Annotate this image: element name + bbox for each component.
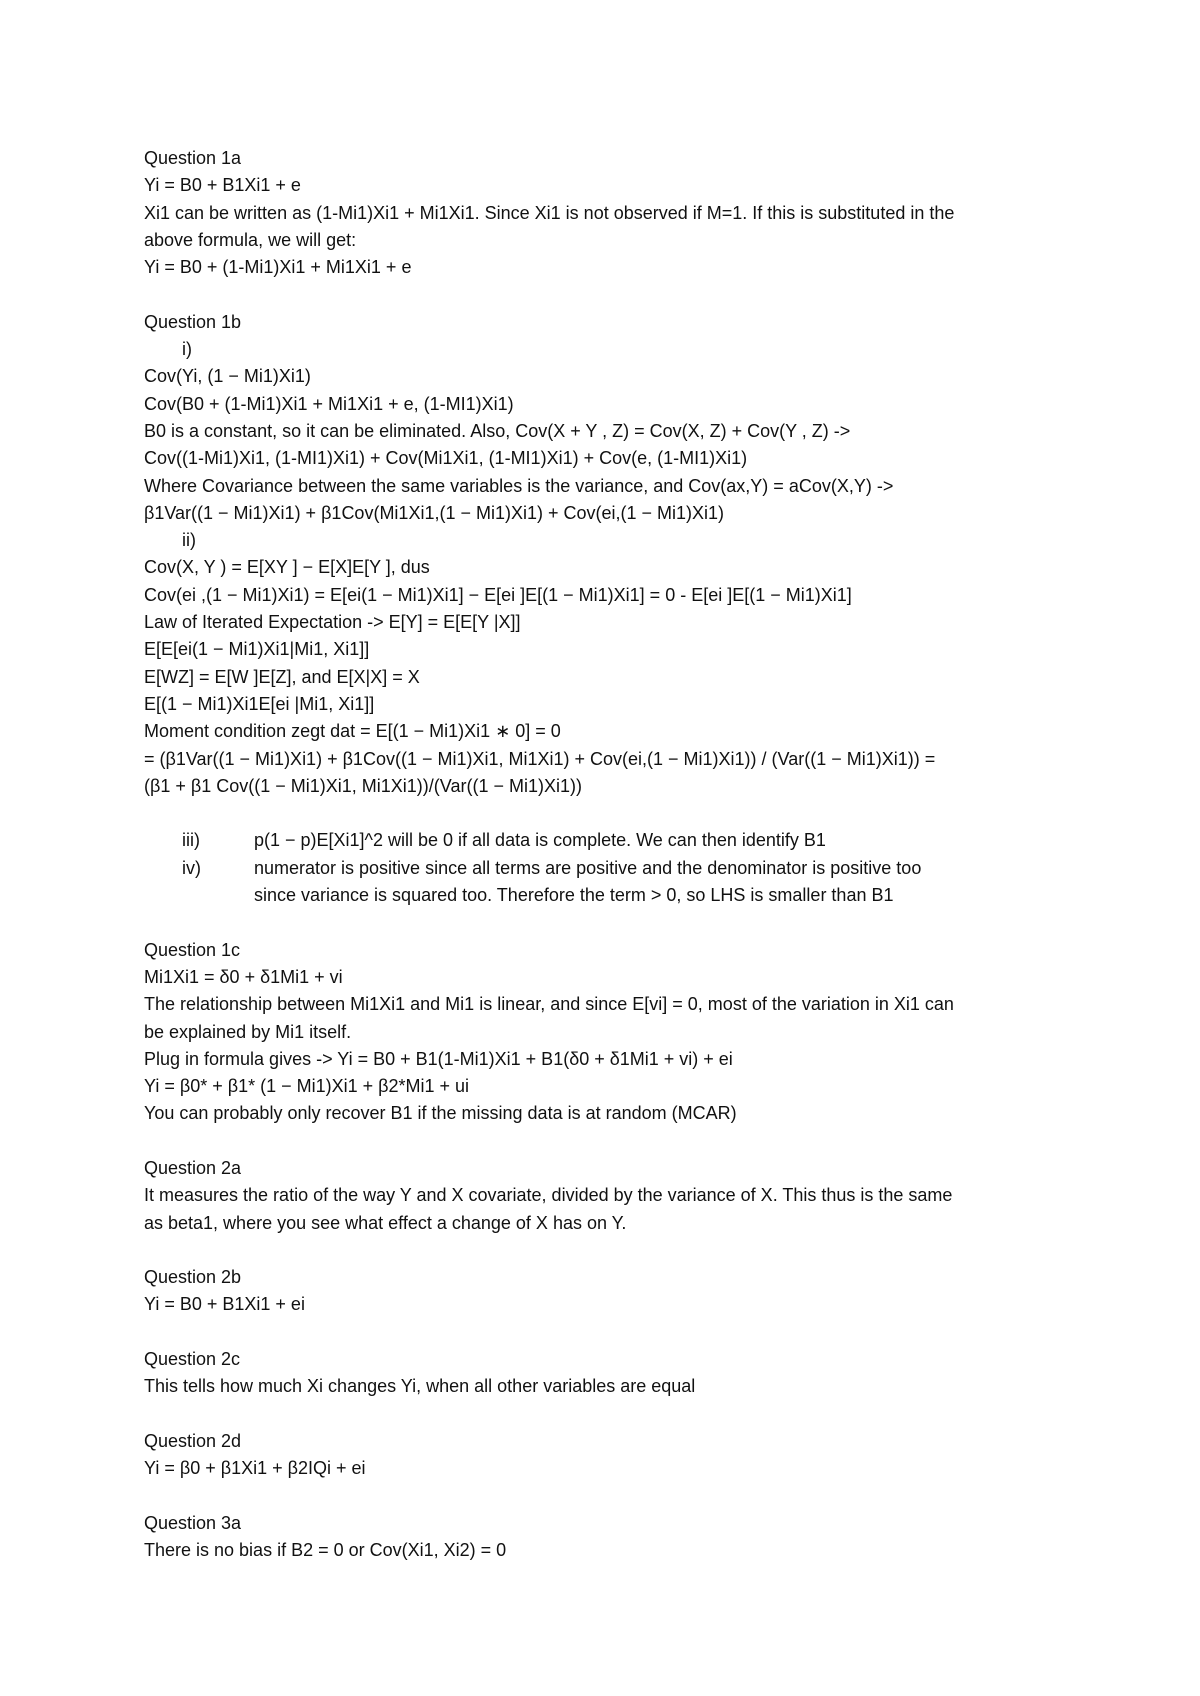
document-body	[144, 145, 1084, 1564]
text-line: Yi = B0 + (1-Mi1)Xi1 + Mi1Xi1 + e	[144, 257, 412, 278]
section-heading: Question 1a	[144, 148, 242, 168]
subpart-label: ii)	[182, 530, 196, 551]
section-heading: Question 2c	[144, 1349, 241, 1370]
list-text-line: numerator is positive since all terms are positive and the denominator is positive too	[254, 857, 922, 878]
section-heading: Question 1b	[144, 311, 242, 332]
section-heading: Question 1c	[144, 939, 241, 960]
text-line: Where Covariance between the same variables is the variance, and Cov(ax,Y) = aCov(X,Y) ->	[144, 475, 894, 496]
text-line: E[E[ei(1 − Mi1)Xi1|Mi1, Xi1]]	[144, 639, 370, 660]
text-line: Yi = B0 + B1Xi1 + e	[144, 175, 301, 196]
text-line: Cov(Yi, (1 − Mi1)Xi1)	[144, 366, 311, 387]
text-line: Moment condition zegt dat = E[(1 − Mi1)Xi1 ∗ 0] = 0	[144, 721, 561, 742]
list-text	[254, 855, 1084, 910]
spacer	[144, 1483, 1084, 1510]
spacer	[144, 1128, 1084, 1155]
section-heading: Question 2d	[144, 1430, 242, 1451]
list-number: iv)	[182, 857, 201, 878]
list-text-line: since variance is squared too. Therefore the term > 0, so LHS is smaller than B1	[254, 885, 894, 906]
text-line: You can probably only recover B1 if the missing data is at random (MCAR)	[144, 1103, 737, 1124]
text-line: Law of Iterated Expectation -> E[Y] = E[E[Y |X]]	[144, 612, 521, 633]
text-line: Yi = β0 + β1Xi1 + β2IQi + ei	[144, 1458, 366, 1479]
text-line: E[(1 − Mi1)Xi1E[ei |Mi1, Xi1]]	[144, 693, 375, 714]
subpart-label: i)	[182, 339, 192, 360]
text-line: (β1 + β1 Cov((1 − Mi1)Xi1, Mi1Xi1))/(Var((1 − Mi1)Xi1))	[144, 775, 582, 796]
text-line: Cov(X, Y ) = E[XY ] − E[X]E[Y ], dus	[144, 557, 430, 578]
text-line: β1Var((1 − Mi1)Xi1) + β1Cov(Mi1Xi1,(1 − Mi1)Xi1) + Cov(ei,(1 − Mi1)Xi1)	[144, 502, 725, 523]
text-line: Xi1 can be written as (1-Mi1)Xi1 + Mi1Xi1. Since Xi1 is not observed if M=1. If this is substituted in the	[144, 202, 955, 223]
text-line: Yi = β0* + β1* (1 − Mi1)Xi1 + β2*Mi1 + ui	[144, 1076, 470, 1097]
spacer	[144, 1401, 1084, 1428]
text-line: There is no bias if B2 = 0 or Cov(Xi1, Xi2) = 0	[144, 1540, 507, 1561]
list-number: iii)	[182, 830, 200, 851]
list-text: p(1 − p)E[Xi1]^2 will be 0 if all data is complete. We can then identify B1	[254, 830, 826, 851]
list-item	[144, 827, 1084, 854]
text-line: Mi1Xi1 = δ0 + δ1Mi1 + vi	[144, 966, 343, 987]
spacer	[144, 1319, 1084, 1346]
spacer	[144, 1237, 1084, 1264]
text-line: The relationship between Mi1Xi1 and Mi1 is linear, and since E[vi] = 0, most of the variation in Xi1 can	[144, 994, 954, 1015]
text-line: Cov((1-Mi1)Xi1, (1-MI1)Xi1) + Cov(Mi1Xi1, (1-MI1)Xi1) + Cov(e, (1-MI1)Xi1)	[144, 448, 748, 469]
spacer	[144, 281, 1084, 308]
section-heading: Question 2a	[144, 1157, 242, 1178]
text-line: above formula, we will get:	[144, 229, 357, 250]
section-heading: Question 3a	[144, 1512, 242, 1533]
text-line: be explained by Mi1 itself.	[144, 1021, 352, 1042]
spacer	[144, 909, 1084, 936]
text-line: Plug in formula gives -> Yi = B0 + B1(1-Mi1)Xi1 + B1(δ0 + δ1Mi1 + vi) + ei	[144, 1048, 733, 1069]
section-heading: Question 2b	[144, 1267, 242, 1288]
text-line: as beta1, where you see what effect a change of X has on Y.	[144, 1212, 627, 1233]
text-line: Yi = B0 + B1Xi1 + ei	[144, 1294, 305, 1315]
text-line: It measures the ratio of the way Y and X covariate, divided by the variance of X. This thus is the same	[144, 1185, 953, 1206]
text-line: Cov(ei ,(1 − Mi1)Xi1) = E[ei(1 − Mi1)Xi1] − E[ei ]E[(1 − Mi1)Xi1] = 0 - E[ei ]E[(1 − Mi1)Xi1]	[144, 584, 852, 605]
text-line: = (β1Var((1 − Mi1)Xi1) + β1Cov((1 − Mi1)Xi1, Mi1Xi1) + Cov(ei,(1 − Mi1)Xi1)) / (Var((1 − Mi1)Xi1)) =	[144, 748, 936, 769]
list-item	[144, 855, 1084, 910]
text-line: This tells how much Xi changes Yi, when all other variables are equal	[144, 1376, 696, 1397]
text-line: B0 is a constant, so it can be eliminated. Also, Cov(X + Y , Z) = Cov(X, Z) + Cov(Y , Z) ->	[144, 420, 851, 441]
spacer	[144, 800, 1084, 827]
text-line: E[WZ] = E[W ]E[Z], and E[X|X] = X	[144, 666, 420, 687]
text-line: Cov(B0 + (1-Mi1)Xi1 + Mi1Xi1 + e, (1-MI1)Xi1)	[144, 393, 514, 414]
